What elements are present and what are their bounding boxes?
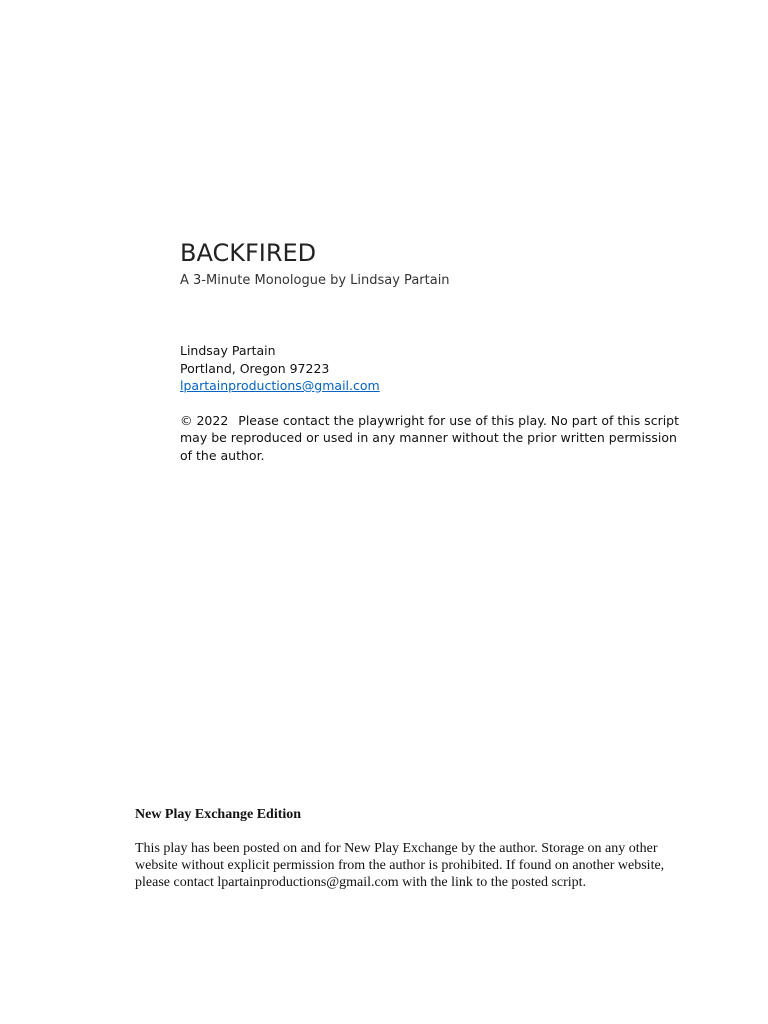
copyright-text: Please contact the playwright for use of this play. No part of this script may be reproduced or used in any manner without the prior written permission of the author.: [180, 412, 680, 463]
author-email-link[interactable]: lpartainproductions@gmail.com: [180, 378, 380, 393]
title-block: [180, 238, 700, 290]
contact-block: [180, 342, 700, 464]
npe-notice: [135, 806, 665, 891]
copyright-notice: [180, 412, 680, 465]
npe-body: This play has been posted on and for New Play Exchange by the author. Storage on any other website without explicit permission from the author is prohibited. If found on another website, please contact lpartainproductions@gmail.com with the link to the posted script.: [135, 841, 665, 890]
npe-heading: New Play Exchange Edition: [135, 807, 302, 822]
page-subtitle: A 3-Minute Monologue by Lindsay Partain: [180, 273, 450, 288]
author-name: Lindsay Partain: [180, 343, 276, 358]
page-title: BACKFIRED: [180, 239, 317, 267]
author-address: Portland, Oregon 97223: [180, 360, 330, 376]
copyright-year: © 2022: [180, 412, 229, 428]
